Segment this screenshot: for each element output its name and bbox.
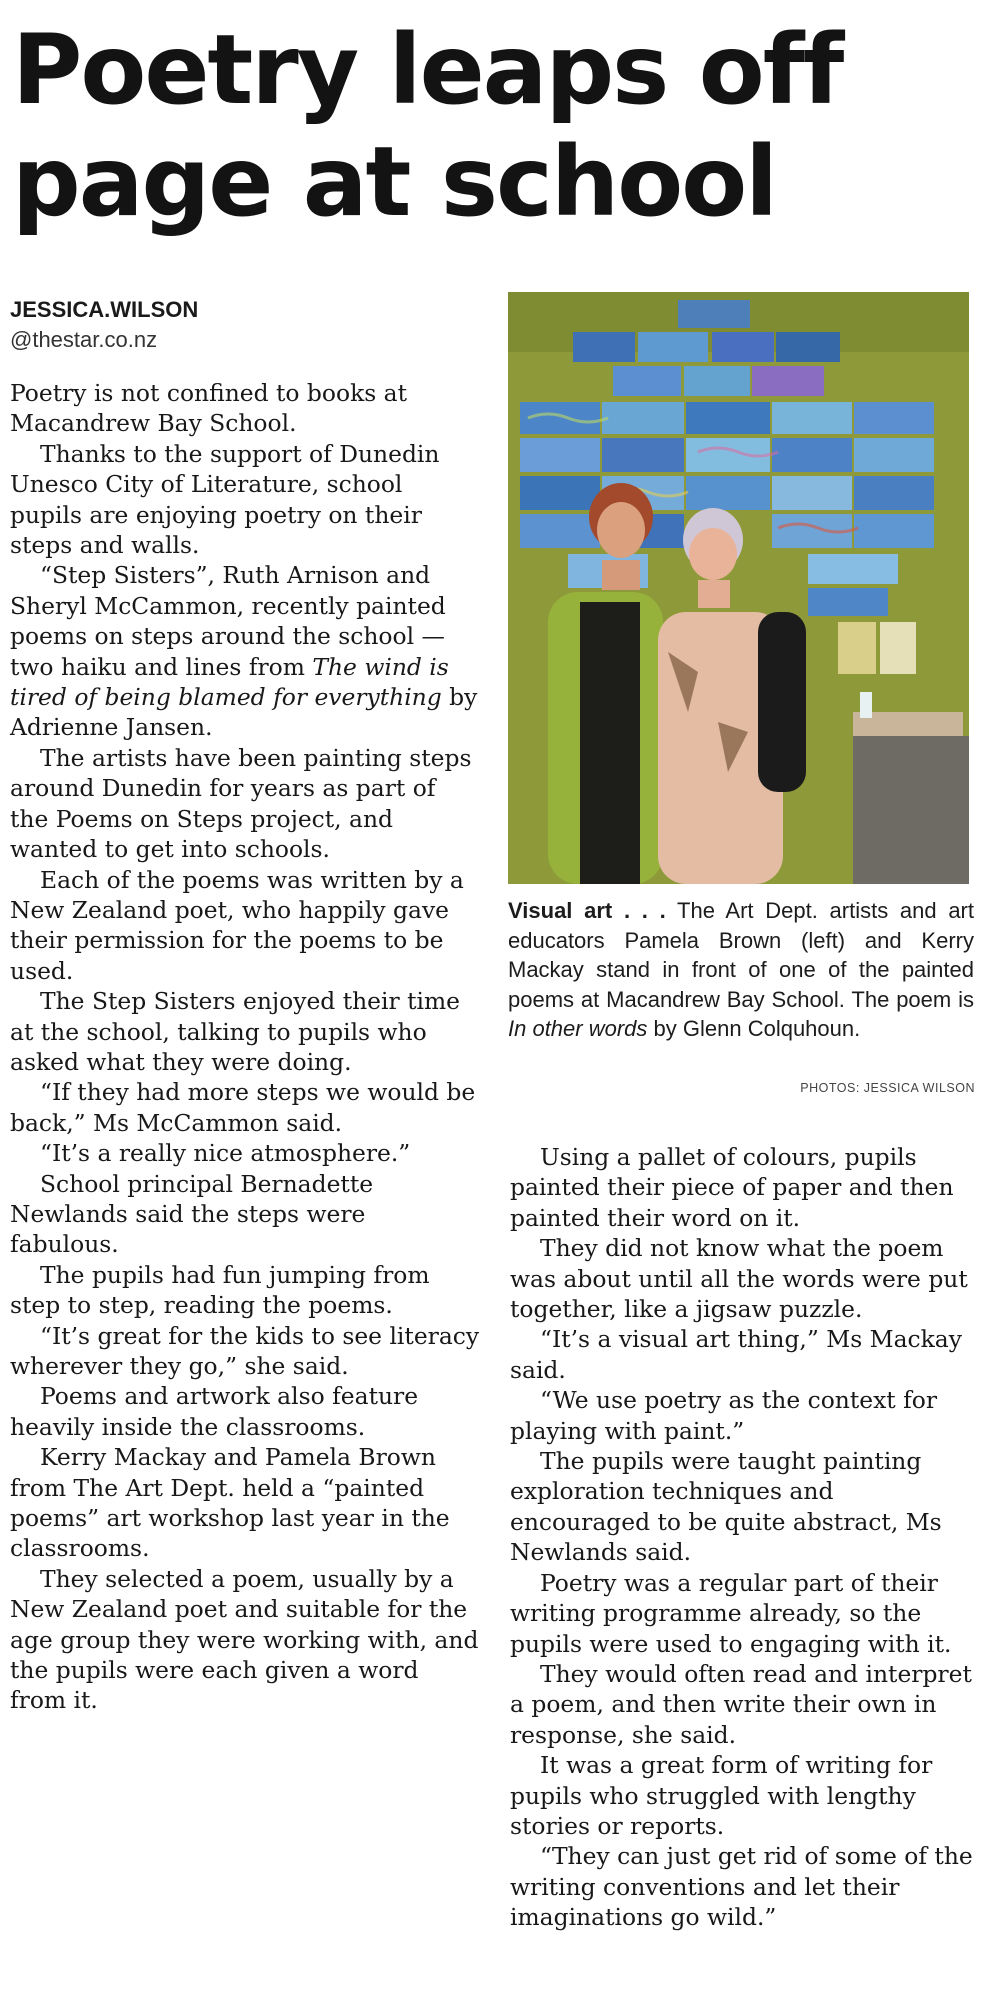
headline-line-1: Poetry leaps off: [12, 14, 843, 126]
paragraph: “It’s a visual art thing,” Ms Mackay said.: [510, 1325, 962, 1384]
caption-text: The Art Dept. artists and art educators Pamela Brown (left) and Kerry Mackay stand in front of one of the painted poems at Macandrew Bay School. The poem is: [508, 898, 974, 1012]
headline-line-2: page at school: [12, 126, 777, 238]
byline: [10, 295, 198, 355]
paragraph: Thanks to the support of Dunedin Unesco City of Literature, school pupils are enjoying poetry on their steps and walls.: [10, 439, 440, 560]
paragraph: Using a pallet of colours, pupils painted their piece of paper and then painted their word on it.: [510, 1143, 954, 1232]
caption-text-end: by Glenn Colquhoun.: [653, 1016, 861, 1041]
paragraph: “We use poetry as the context for playing with paint.”: [510, 1386, 938, 1445]
paragraph-text: “Step Sisters”, Ruth Arnison and Sheryl McCammon, recently painted poems on steps around the school — two haiku and lines from: [10, 561, 446, 681]
paragraph: The pupils had fun jumping from step to step, reading the poems.: [10, 1260, 430, 1320]
paragraph: “They can just get rid of some of the writing conventions and let their imaginations go wild.”: [510, 1842, 973, 1932]
paragraph: “If they had more steps we would be back,” Ms McCammon said.: [10, 1078, 476, 1137]
photo-credit: PHOTOS: JESSICA WILSON: [800, 1081, 975, 1095]
photo-illustration: [508, 292, 969, 884]
paragraph: They did not know what the poem was about until all the words were put together, like a jigsaw puzzle.: [510, 1234, 968, 1324]
paragraph: Kerry Mackay and Pamela Brown from The Art Dept. held a “painted poems” art workshop last year in the classrooms.: [10, 1443, 450, 1563]
photo-caption: [508, 896, 974, 1044]
article-photo: [508, 292, 969, 884]
headline: [12, 14, 972, 238]
article-column-2: [510, 1142, 975, 1933]
paragraph: They would often read and interpret a poem, and then write their own in response, she said.: [510, 1659, 972, 1749]
paragraph: “It’s a really nice atmosphere.”: [40, 1139, 411, 1168]
paragraph: Each of the poems was written by a New Zealand poet, who happily gave their permission for the poems to be used.: [10, 865, 464, 985]
caption-lead: Visual art . . .: [508, 898, 666, 923]
paragraph: School principal Bernadette Newlands said the steps were fabulous.: [10, 1169, 374, 1259]
paragraph: Poetry is not confined to books at Macandrew Bay School.: [10, 379, 408, 438]
paragraph: The Step Sisters enjoyed their time at the school, talking to pupils who asked what they were doing.: [10, 987, 461, 1076]
paragraph: [10, 560, 480, 742]
paragraph: Poems and artwork also feature heavily inside the classrooms.: [10, 1382, 419, 1441]
byline-author: JESSICA.WILSON: [10, 297, 199, 322]
paragraph: “It’s great for the kids to see literacy wherever they go,” she said.: [10, 1321, 480, 1380]
caption-poem-title: In other words: [508, 1016, 648, 1041]
poem-title: The wind is tired of being blamed for everything: [10, 652, 449, 712]
paragraph: The artists have been painting steps around Dunedin for years as part of the Poems on Steps project, and wanted to get into schools.: [10, 743, 472, 864]
paragraph-text: by Adrienne Jansen.: [10, 683, 478, 742]
paragraph: Poetry was a regular part of their writing programme already, so the pupils were used to engaging with it.: [510, 1568, 952, 1658]
article-column-1: [10, 378, 480, 1716]
paragraph: The pupils were taught painting exploration techniques and encouraged to be quite abstract, Ms Newlands said.: [510, 1447, 942, 1567]
byline-handle: @thestar.co.nz: [10, 327, 158, 352]
paragraph: They selected a poem, usually by a New Zealand poet and suitable for the age group they were working with, and the pupils were each given a word from it.: [10, 1564, 479, 1715]
paragraph: It was a great form of writing for pupils who struggled with lengthy stories or reports.: [510, 1751, 933, 1840]
